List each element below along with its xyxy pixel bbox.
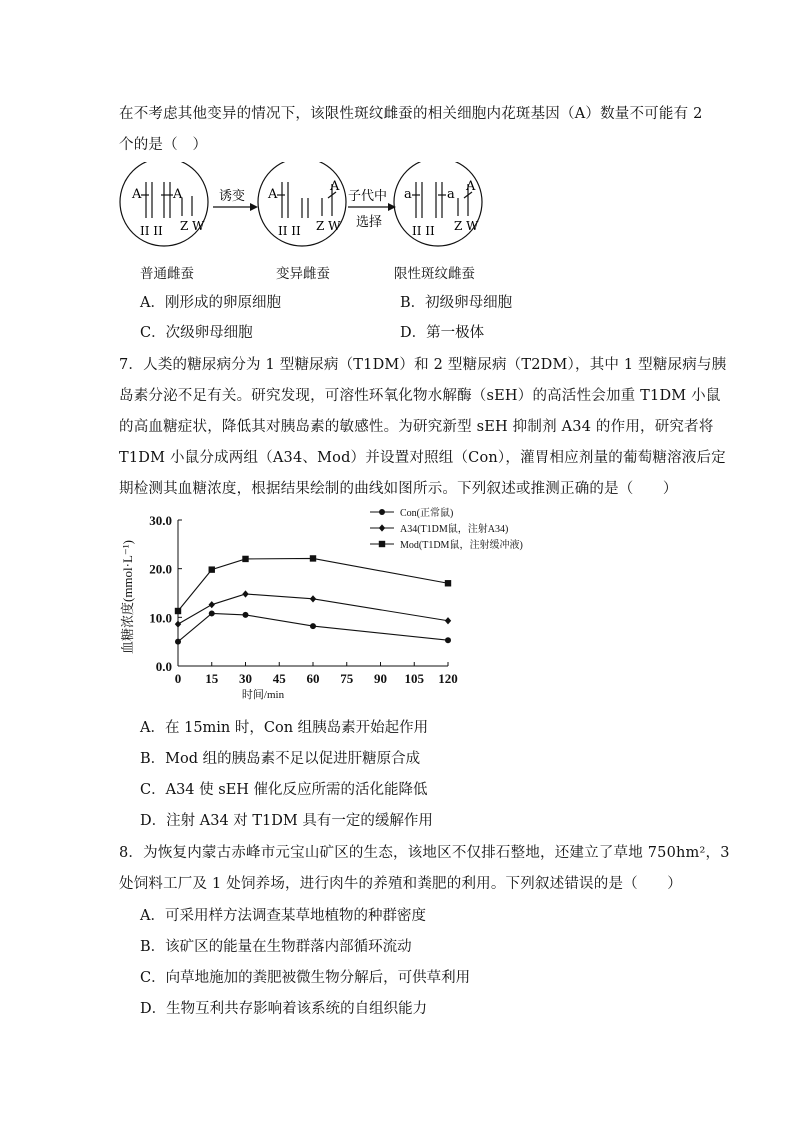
- option-text: 在 15min 时，Con 组胰岛素开始起作用: [164, 720, 429, 736]
- arrow2-label-top: 子代中: [348, 189, 388, 204]
- option-letter: D．: [140, 1001, 167, 1017]
- q7-line-3: 的高血糖症状，降低其对胰岛素的敏感性。为研究新型 sEH 抑制剂 A34 的作用，研究者将: [119, 419, 714, 435]
- data-point-diamond: [175, 621, 181, 628]
- y-tick-label: 10.0: [149, 610, 172, 626]
- option-letter: B．: [400, 295, 426, 311]
- legend-label: Mod(T1DM鼠，注射缓冲液): [400, 540, 523, 551]
- data-point-circle: [209, 610, 215, 616]
- data-point-diamond: [310, 595, 316, 602]
- x-tick-label: 60: [306, 671, 320, 686]
- option-text: 次级卵母细胞: [165, 325, 253, 341]
- data-point-square: [310, 555, 316, 561]
- data-point-circle: [243, 612, 249, 618]
- q8-option-a: [140, 904, 426, 925]
- option-text: 初级卵母细胞: [425, 295, 513, 311]
- q7-line-1: 7．人类的糖尿病分为 1 型糖尿病（T1DM）和 2 型糖尿病（T2DM），其中 1 型糖尿病与胰: [119, 357, 727, 373]
- x-tick-label: 120: [438, 671, 458, 686]
- q7-option-d: [140, 809, 433, 830]
- option-letter: D．: [140, 813, 167, 829]
- legend-label: Con(正常鼠): [400, 508, 454, 519]
- data-point-square: [175, 608, 181, 614]
- option-letter: B．: [140, 939, 166, 955]
- x-tick-label: 15: [205, 671, 219, 686]
- cell3-allele-w: A: [466, 179, 476, 194]
- cell2-sex-chrom: Z W: [316, 219, 341, 233]
- y-axis-label: 血糖浓度(mmol·L⁻¹): [120, 539, 135, 655]
- y-tick-label: 20.0: [149, 561, 172, 577]
- q6-option-a: [140, 291, 281, 312]
- option-letter: B．: [140, 751, 166, 767]
- q7-line-4: T1DM 小鼠分成两组（A34、Mod）并设置对照组（Con），灌胃相应剂量的葡萄糖溶液后定: [119, 450, 726, 466]
- option-letter: C．: [140, 325, 166, 341]
- q7-option-b: [140, 747, 420, 768]
- cell1-allele-right: A: [173, 187, 183, 202]
- cell3-allele-right: a: [447, 187, 455, 202]
- data-point-square: [445, 580, 451, 586]
- cell3-allele-left: a: [404, 187, 412, 202]
- x-tick-label: 30: [239, 671, 252, 686]
- data-point-diamond: [242, 590, 248, 597]
- data-point-square: [242, 556, 248, 562]
- x-tick-label: 75: [340, 671, 354, 686]
- y-tick-label: 30.0: [149, 513, 172, 528]
- x-tick-label: 105: [404, 671, 424, 686]
- option-text: 向草地施加的粪肥被微生物分解后，可供草利用: [165, 970, 471, 986]
- option-text: A34 使 sEH 催化反应所需的活化能降低: [165, 782, 428, 798]
- arrow1-label: 诱变: [219, 189, 246, 204]
- cell2-allele-w: A: [330, 179, 340, 194]
- data-point-circle: [175, 639, 181, 645]
- q8-line-1: 8．为恢复内蒙古赤峰市元宝山矿区的生态，该地区不仅排石整地，还建立了草地 750hm²，3: [119, 845, 730, 861]
- q7-line-5: 期检测其血糖浓度，根据结果绘制的曲线如图所示。下列叙述或推测正确的是（ ）: [119, 481, 678, 497]
- legend-marker-circle: [379, 509, 385, 515]
- q8-option-d: [140, 997, 427, 1018]
- q7-option-c: [140, 778, 428, 799]
- option-text: 生物互利共存影响着该系统的自组织能力: [166, 1001, 428, 1017]
- q7-option-a: [140, 716, 428, 737]
- option-text: 第一极体: [426, 325, 485, 341]
- option-text: 注射 A34 对 T1DM 具有一定的缓解作用: [166, 813, 433, 829]
- x-axis-label: 时间/min: [241, 689, 285, 701]
- option-letter: A．: [140, 295, 165, 311]
- blood-glucose-chart: [118, 506, 578, 706]
- cell1-label: 普通雌蚕: [140, 266, 194, 282]
- series-line-square: [178, 558, 448, 611]
- x-tick-label: 45: [272, 671, 286, 686]
- x-tick-label: 90: [374, 671, 387, 686]
- legend-label: A34(T1DM鼠，注射A34): [400, 524, 509, 535]
- cell1-allele-left: A: [132, 187, 142, 202]
- arrow2-label-bottom: 选择: [356, 215, 383, 230]
- option-text: 该矿区的能量在生物群落内部循环流动: [165, 939, 412, 955]
- data-point-diamond: [445, 617, 451, 624]
- cell-sex-limited-female: [394, 162, 482, 246]
- q6-option-d: [400, 321, 484, 342]
- legend-marker-square: [379, 541, 385, 547]
- q6-stem-line-2: 个的是（ ）: [119, 137, 208, 153]
- option-text: 刚形成的卵原细胞: [164, 295, 281, 311]
- cell1-sex-chrom: Z W: [180, 219, 205, 233]
- option-letter: D．: [400, 325, 427, 341]
- option-letter: C．: [140, 782, 166, 798]
- cell2-label: 变异雌蚕: [276, 266, 330, 282]
- data-point-circle: [310, 623, 316, 629]
- data-point-diamond: [209, 601, 215, 608]
- cell3-label: 限性斑纹雌蚕: [394, 266, 475, 282]
- q6-option-c: [140, 321, 253, 342]
- cell3-sex-chrom: Z W: [454, 219, 479, 233]
- data-point-circle: [445, 637, 451, 643]
- q7-line-2: 岛素分泌不足有关。研究发现，可溶性环氧化物水解酶（sEH）的高活性会加重 T1DM 小鼠: [119, 388, 721, 404]
- legend-marker-diamond: [379, 524, 385, 531]
- data-point-square: [209, 566, 215, 572]
- x-tick-label: 0: [174, 671, 182, 686]
- cell2-chrom-pair: II II: [278, 224, 301, 238]
- q8-line-2: 处饲料工厂及 1 处饲养场，进行肉牛的养殖和粪肥的利用。下列叙述错误的是（ ）: [119, 876, 682, 892]
- cell2-allele-left: A: [268, 187, 278, 202]
- q8-option-c: [140, 966, 470, 987]
- option-text: 可采用样方法调查某草地植物的种群密度: [164, 908, 426, 924]
- q8-option-b: [140, 935, 412, 956]
- y-tick-label: 0.0: [155, 659, 172, 674]
- q6-option-b: [400, 291, 512, 312]
- q6-stem-line-1: 在不考虑其他变异的情况下，该限性斑纹雌蚕的相关细胞内花斑基因（A）数量不可能有 2: [119, 106, 703, 122]
- cell1-chrom-pair: II II: [140, 224, 163, 238]
- option-letter: C．: [140, 970, 166, 986]
- option-letter: A．: [140, 720, 165, 736]
- option-letter: A．: [140, 908, 165, 924]
- cell3-chrom-pair: II II: [412, 224, 435, 238]
- option-text: Mod 组的胰岛素不足以促进肝糖原合成: [165, 751, 421, 767]
